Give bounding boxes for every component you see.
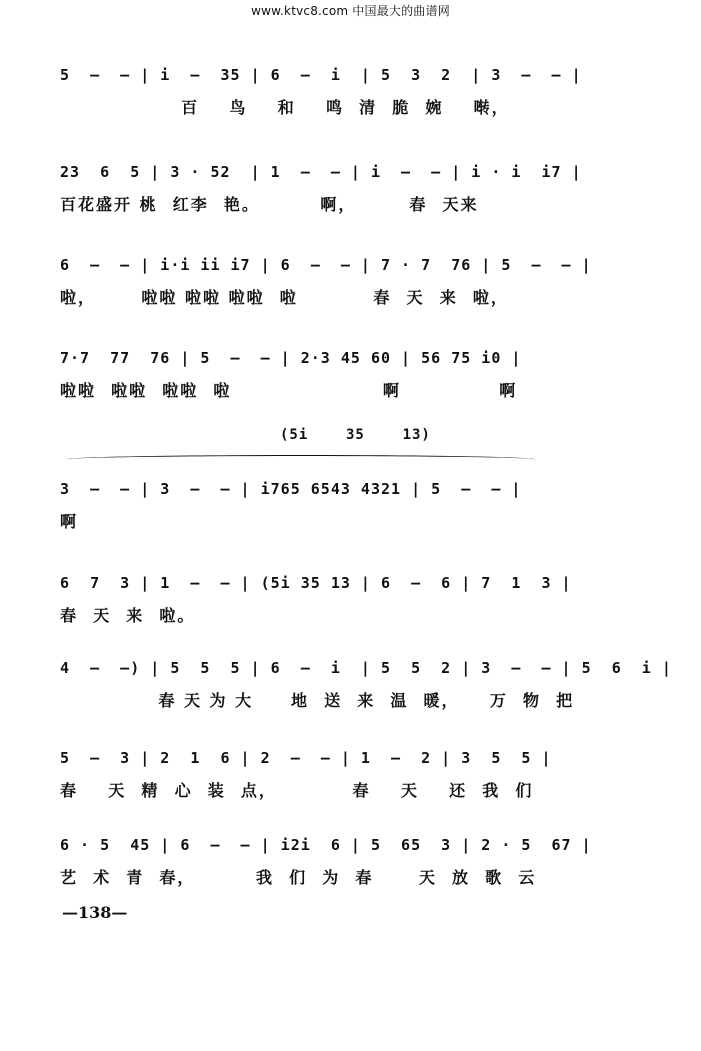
- lyric-line: 百 鸟 和 鸣 清 脆 婉 啭，: [60, 98, 510, 117]
- notation-line: 4 — —) | 5 5 5 | 6 — i | 5 5 2 | 3 — — | 5 6 i |: [60, 659, 672, 677]
- notation-line: 5 — 3 | 2 1 6 | 2 — — | 1 — 2 | 3 5 5 |: [60, 749, 552, 767]
- notation-line: 3 — — | 3 — — | i765 6543 4321 | 5 — — |: [60, 480, 522, 498]
- notation-line: 6 7 3 | 1 — — | (5i 35 13 | 6 — 6 | 7 1 3 |: [60, 574, 572, 592]
- lyric-line: 艺 术 青 春， 我 们 为 春 天 放 歌 云: [60, 868, 537, 887]
- notation-line: 7·7 77 76 | 5 — — | 2·3 45 60 | 56 75 i0 |: [60, 349, 522, 367]
- lyric-line: 啦， 啦啦 啦啦 啦啦 啦 春 天 来 啦，: [60, 288, 509, 307]
- lyric-line: 春 天 为 大 地 送 来 温 暖， 万 物 把: [60, 691, 575, 710]
- lyric-line: 百花盛开 桃 红李 艳。 啊， 春 天来: [60, 195, 479, 214]
- notation-line: 6 · 5 45 | 6 — — | i2i 6 | 5 65 3 | 2 · 5 67 |: [60, 836, 592, 854]
- lyric-line: 春 天 来 啦。: [60, 606, 196, 625]
- site-header: www.ktvc8.com 中国最大的曲谱网: [251, 4, 450, 18]
- slur-mark: [66, 455, 536, 464]
- lyric-line: 啊: [60, 512, 79, 531]
- lyric-line: 春 天 精 心 装 点， 春 天 还 我 们: [60, 781, 534, 800]
- notation-line: 5 — — | i — 35 | 6 — i | 5 3 2 | 3 — — |: [60, 66, 582, 84]
- notation-line: 23 6 5 | 3 · 52 | 1 — — | i — — | i · i i7 |: [60, 163, 582, 181]
- motif-annotation: (5i 35 13): [280, 427, 431, 443]
- lyric-line: 啦啦 啦啦 啦啦 啦 啊 啊: [60, 381, 518, 400]
- page-number: —138—: [62, 903, 128, 922]
- notation-line: 6 — — | i·i ii i7 | 6 — — | 7 · 7 76 | 5 — — |: [60, 256, 592, 274]
